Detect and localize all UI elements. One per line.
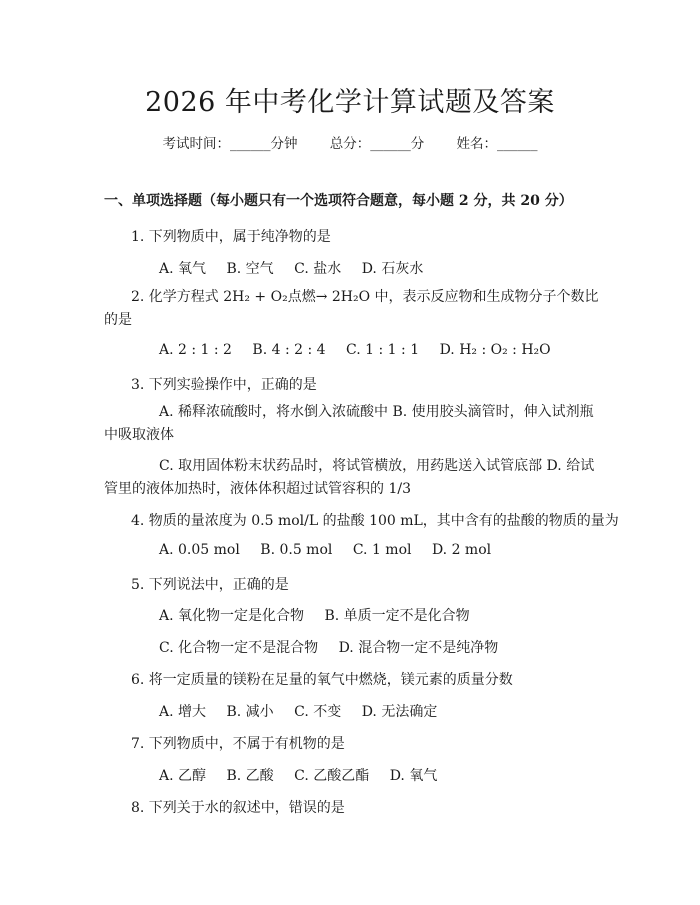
option: B. 乙酸 bbox=[226, 768, 274, 784]
question-stem: 2. 化学方程式 2H₂ + O₂点燃→ 2H₂O 中，表示反应物和生成物分子个数比的是 bbox=[104, 289, 599, 328]
section-heading: 一、单项选择题（每小题只有一个选项符合题意，每小题 2 分，共 20 分） bbox=[104, 193, 573, 209]
option: B. 空气 bbox=[226, 261, 274, 277]
option: B. 减小 bbox=[226, 704, 274, 720]
option-paragraph: C. 取用固体粉末状药品时，将试管横放，用药匙送入试管底部 D. 给试管里的液体加热时，液体体积超过试管容积的 1/3 bbox=[104, 458, 595, 497]
option-row bbox=[159, 605, 486, 625]
option: A. 氧气 bbox=[159, 261, 207, 277]
question-stem: 3. 下列实验操作中，正确的是 bbox=[131, 377, 317, 393]
option: B. 0.5 mol bbox=[260, 542, 333, 558]
question-stem: 8. 下列关于水的叙述中，错误的是 bbox=[131, 800, 345, 816]
option: D. 氧气 bbox=[389, 768, 438, 784]
option-row bbox=[159, 258, 439, 278]
total-score-field: 总分：______分 bbox=[329, 136, 425, 152]
option: A. 0.05 mol bbox=[159, 542, 240, 558]
option: D. 2 mol bbox=[431, 542, 492, 558]
question-stem: 1. 下列物质中，属于纯净物的是 bbox=[131, 229, 331, 245]
exam-meta bbox=[0, 132, 700, 152]
option-row bbox=[159, 701, 453, 721]
question-stem: 6. 将一定质量的镁粉在足量的氧气中燃烧，镁元素的质量分数 bbox=[131, 672, 513, 688]
option-row bbox=[159, 542, 507, 558]
option: C. 化合物一定不是混合物 bbox=[159, 640, 319, 656]
option: A. 增大 bbox=[159, 704, 207, 720]
option: B. 单质一定不是化合物 bbox=[324, 608, 470, 624]
option: C. 1 mol bbox=[352, 542, 412, 558]
option: B. 4 : 2 : 4 bbox=[252, 342, 326, 358]
option-paragraph: A. 稀释浓硫酸时，将水倒入浓硫酸中 B. 使用胶头滴管时，伸入试剂瓶中吸取液体 bbox=[104, 404, 594, 443]
student-name-field: 姓名：______ bbox=[456, 136, 538, 152]
question-stem: 7. 下列物质中，不属于有机物的是 bbox=[131, 736, 345, 752]
option: D. 无法确定 bbox=[361, 704, 438, 720]
option: A. 氧化物一定是化合物 bbox=[159, 608, 305, 624]
exam-time-field: 考试时间：______分钟 bbox=[162, 136, 298, 152]
option-row bbox=[159, 637, 514, 657]
option: D. 石灰水 bbox=[361, 261, 424, 277]
option: C. 盐水 bbox=[294, 261, 342, 277]
option: D. H₂ : O₂ : H₂O bbox=[439, 342, 551, 358]
option: A. 乙醇 bbox=[159, 768, 207, 784]
option: C. 不变 bbox=[294, 704, 342, 720]
option: A. 2 : 1 : 2 bbox=[159, 342, 232, 358]
option: C. 乙酸乙酯 bbox=[294, 768, 370, 784]
page-title: 2026 年中考化学计算试题及答案 bbox=[145, 87, 555, 118]
option-row bbox=[159, 765, 453, 785]
option: D. 混合物一定不是纯净物 bbox=[338, 640, 499, 656]
question-stem: 5. 下列说法中，正确的是 bbox=[131, 577, 289, 593]
question-stem: 4. 物质的量浓度为 0.5 mol/L 的盐酸 100 mL，其中含有的盐酸的物质的量为 bbox=[131, 513, 619, 529]
option-row bbox=[159, 342, 567, 358]
option: C. 1 : 1 : 1 bbox=[346, 342, 420, 358]
